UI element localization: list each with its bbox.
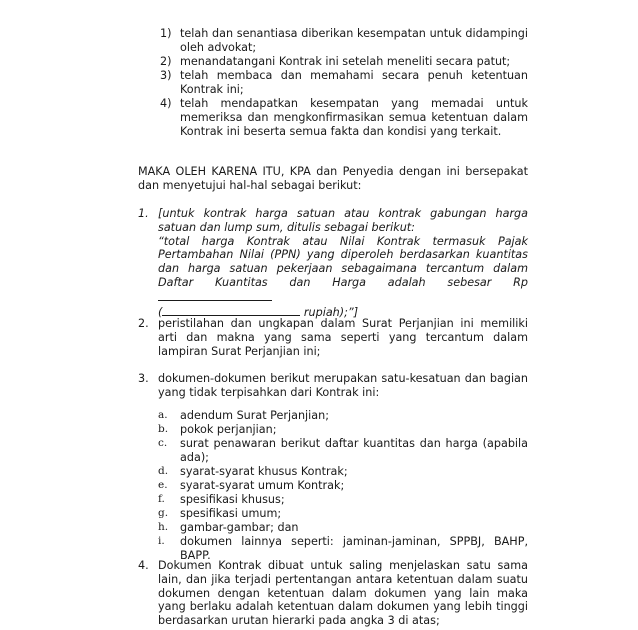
sub-list-text: spesifikasi umum; xyxy=(180,507,282,520)
clause-quote-text: “total harga Kontrak atau Nilai Kontrak termasuk Pajak Pertambahan Nilai (PPN) yang diperoleh berdasarkan kuantitas dan harga satuan pekerjaan sebagaimana tercantum dalam Daftar Kuantitas dan Harga adalah sebesar Rp xyxy=(158,234,528,289)
sub-list-letter: h. xyxy=(158,521,169,533)
intro-paragraph: MAKA OLEH KARENA ITU, KPA dan Penyedia dengan ini bersepakat dan menyetujui hal-hal sebagai berikut: xyxy=(138,165,528,192)
list-item-number: 3) xyxy=(160,69,172,82)
list-item-text: telah mendapatkan kesempatan yang memadai untuk memeriksa dan mengkonfirmasikan semua ketentuan dalam Kontrak ini beserta semua fakta dan kondisi yang terkait. xyxy=(180,97,528,138)
sub-list-text: syarat-syarat umum Kontrak; xyxy=(180,479,345,492)
words-blank-line xyxy=(162,305,300,316)
clause-instruction: [untuk kontrak harga satuan atau kontrak gabungan harga satuan dan lump sum, ditulis sebagai berikut: xyxy=(158,207,528,234)
list-item-text: telah membaca dan memahami secara penuh ketentuan Kontrak ini; xyxy=(180,69,528,96)
sub-list-letter: a. xyxy=(158,409,168,421)
clause-closing: rupiah);”] xyxy=(300,305,359,319)
sub-list-letter: b. xyxy=(158,423,169,435)
list-item-text: menandatangani Kontrak ini setelah meneliti secara patut; xyxy=(180,55,511,68)
clause-number: 3. xyxy=(138,372,149,385)
sub-list-text: adendum Surat Perjanjian; xyxy=(180,409,329,422)
sub-list-text: pokok perjanjian; xyxy=(180,423,277,436)
paren-open: ( xyxy=(158,305,163,319)
clause-text: dokumen-dokumen berikut merupakan satu-kesatuan dan bagian yang tidak terpisahkan dari Kontrak ini: xyxy=(158,372,528,399)
sub-list-letter: e. xyxy=(158,479,168,491)
clause-number: 1. xyxy=(138,207,149,220)
sub-list-letter: d. xyxy=(158,465,169,477)
clause-text: peristilahan dan ungkapan dalam Surat Perjanjian ini memiliki arti dan makna yang sama seperti yang tercantum dalam lampiran Surat Perjanjian ini; xyxy=(158,317,528,358)
clause-body xyxy=(158,207,528,319)
clause-text: Dokumen Kontrak dibuat untuk saling menjelaskan satu sama lain, dan jika terjadi pertentangan antara ketentuan dalam suatu dokumen dengan ketentuan dalam dokumen yang lain maka yang berlaku adalah ketentuan dalam dokumen yang lebih tinggi berdasarkan urutan hierarki pada angka 3 di atas; xyxy=(158,559,528,628)
list-item-number: 1) xyxy=(160,27,172,40)
sub-list-text: spesifikasi khusus; xyxy=(180,493,285,506)
sub-list-letter: f. xyxy=(158,493,165,505)
sub-list-letter: i. xyxy=(158,535,165,547)
sub-list-text: dokumen lainnya seperti: jaminan-jaminan, SPPBJ, BAHP, BAPP. xyxy=(180,535,528,562)
sub-list-text: syarat-syarat khusus Kontrak; xyxy=(180,465,348,478)
amount-blank-line xyxy=(158,290,272,301)
clause-quote xyxy=(158,235,528,305)
list-item-number: 4) xyxy=(160,97,172,110)
list-item-text: telah dan senantiasa diberikan kesempatan untuk didampingi oleh advokat; xyxy=(180,27,528,54)
sub-list-text: surat penawaran berikut daftar kuantitas dan harga (apabila ada); xyxy=(180,437,528,464)
list-item-number: 2) xyxy=(160,55,172,68)
clause-number: 2. xyxy=(138,317,149,330)
clause-number: 4. xyxy=(138,559,149,572)
sub-list-letter: c. xyxy=(158,437,168,449)
sub-list-letter: g. xyxy=(158,507,169,519)
sub-list-text: gambar-gambar; dan xyxy=(180,521,299,534)
